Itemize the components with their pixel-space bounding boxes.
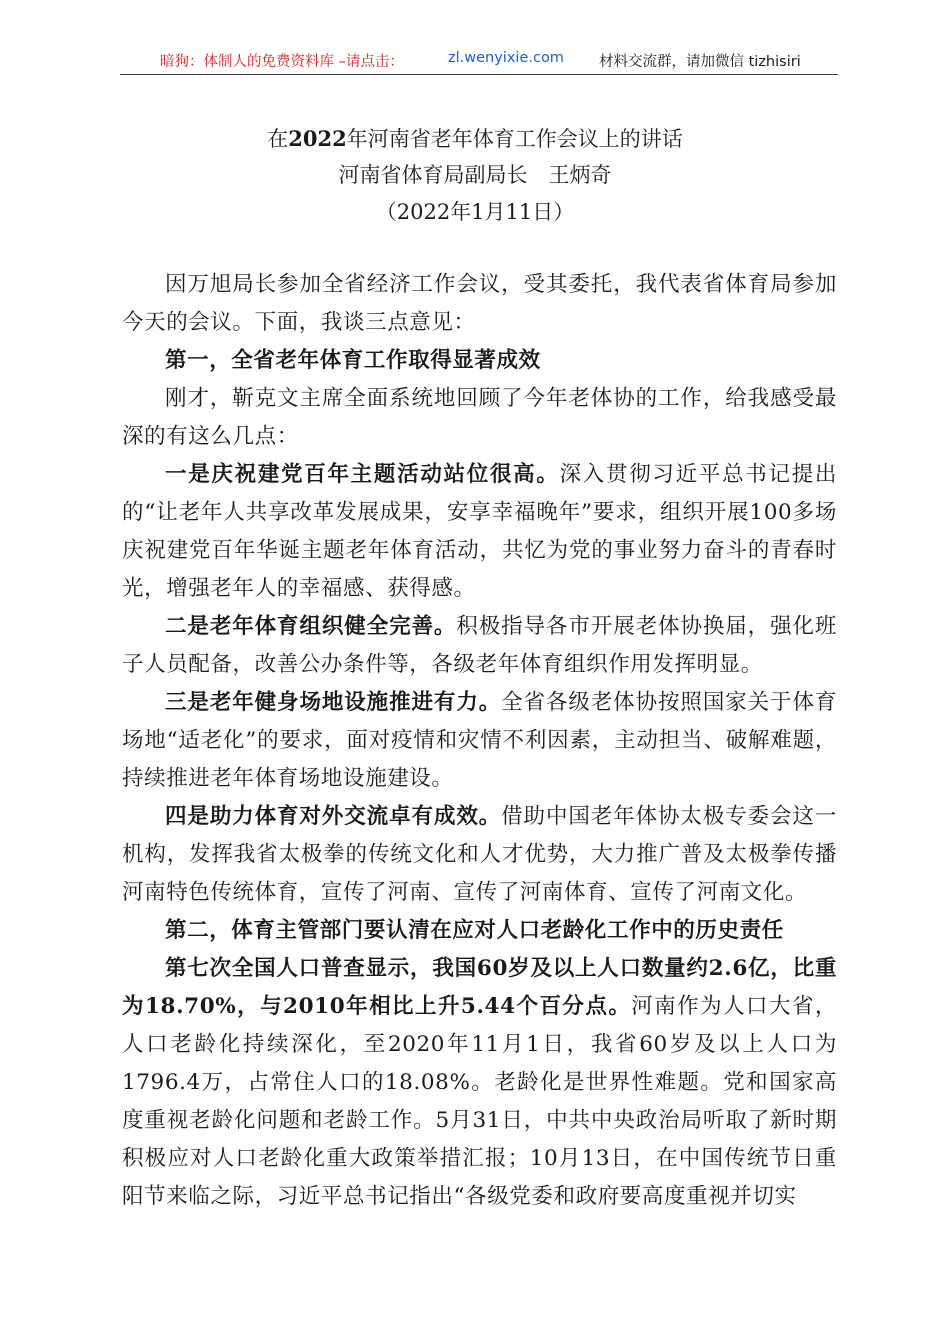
header-site-link[interactable]: zl.wenyixie.com [448,50,564,66]
speech-title-block [0,120,950,231]
section-heading-1: 第一，全省老年体育工作取得显著成效 [165,348,541,373]
paragraph-1: 刚才，靳克文主席全面系统地回顾了今年老体协的工作，给我感受最深的有这么几点： [122,386,837,449]
point-2 [122,608,837,684]
point-4-lead: 四是助力体育对外交流卓有成效。 [165,804,502,829]
speech-title [0,120,950,157]
title-suffix: 年河南省老年体育工作会议上的讲话 [346,127,683,151]
point-1 [122,456,837,608]
header-brand-text: 暗狗：体制人的免费资料库 –请点击： [160,54,404,70]
page-header [120,44,838,75]
point-3-text: 全省各级老体协按照国家关于体育场地“适老化”的要求，面对疫情和灾情不利因素，主动担当、破解难题，持续推进老年体育场地设施建设。 [122,690,837,791]
paragraph-2-lead: 第七次全国人口普查显示，我国60岁及以上人口数量约2.6亿，比重为18.70%，与2010年相比上升5.44个百分点。 [122,956,837,1019]
point-2-text: 积极指导各市开展老体协换届，强化班子人员配备，改善公办条件等，各级老年体育组织作用发挥明显。 [122,614,838,677]
point-1-text: 深入贯彻习近平总书记提出的“让老年人共享改革发展成果，安享幸福晚年”要求，组织开展100多场庆祝建党百年华诞主题老年体育活动，共忆为党的事业努力奋斗的青春时光，增强老年人的幸福感、获得感。 [122,462,838,601]
point-4-text: 借助中国老年体协太极专委会这一机构，发挥我省太极拳的传统文化和人才优势，大力推广普及太极拳传播河南特色传统体育，宣传了河南、宣传了河南体育、宣传了河南文化。 [122,804,837,905]
speaker-line: 河南省体育局副局长 王炳奇 [338,163,612,187]
title-prefix: 在 [267,127,289,151]
intro-paragraph: 因万旭局长参加全省经济工作会议，受其委托，我代表省体育局参加今天的会议。下面，我谈三点意见： [122,272,837,335]
point-3 [122,684,837,798]
speech-body [122,266,837,1216]
title-year: 2022 [288,126,347,151]
point-2-lead: 二是老年体育组织健全完善。 [165,614,457,639]
header-contact-text: 材料交流群，请加微信 tizhisiri [599,54,801,70]
paragraph-2 [122,950,837,1216]
point-1-lead: 一是庆祝建党百年主题活动站位很高。 [165,462,560,487]
point-4 [122,798,837,912]
paragraph-2-text: 河南作为人口大省，人口老龄化持续深化，至2020年11月1日，我省60岁及以上人口为1796.4万，占常住人口的18.08%。老龄化是世界性难题。党和国家高度重视老龄化问题和老龄工作。5月31日，中共中央政治局听取了新时期积极应对人口老龄化重大政策举措汇报；10月13日，在中国传统节日重阳节来临之际，习近平总书记指出“各级党委和政府要高度重视并切实 [122,994,837,1209]
section-heading-2: 第二，体育主管部门要认清在应对人口老龄化工作中的历史责任 [165,918,784,943]
date-line: （2022年1月11日） [375,200,575,224]
point-3-lead: 三是老年健身场地设施推进有力。 [165,690,502,715]
